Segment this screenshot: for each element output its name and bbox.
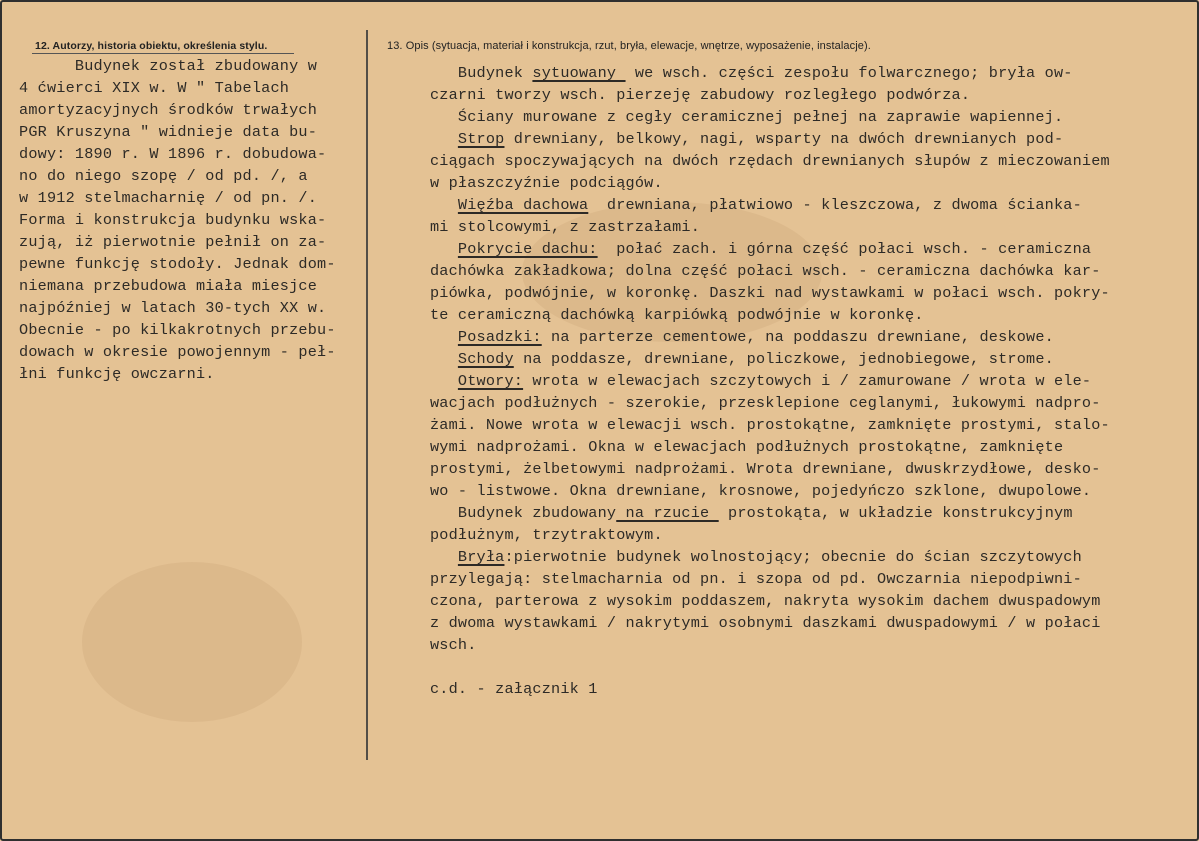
text-segment: czona, parterowa z wysokim poddaszem, nakryta wysokim dachem dwuspadowym [402, 592, 1101, 610]
text-segment: Budynek [457, 64, 533, 82]
text-segment [402, 350, 458, 368]
text-segment: :pierwotnie budynek wolnostojący; obecnie do ścian szczytowych [504, 548, 1082, 566]
underlined-term: Pokrycie dachu: [457, 240, 598, 258]
underlined-term: Więźba dachowa [457, 196, 589, 214]
heading-underline [32, 53, 294, 54]
description-line [402, 128, 1110, 150]
column-divider [366, 30, 368, 760]
text-segment: wymi nadprożami. Okna w elewacjach podłużnych prostokątne, zamknięte [402, 438, 1064, 456]
text-segment [402, 130, 458, 148]
text-segment: żami. Nowe wrota w elewacji wsch. prostokątne, zamknięte prostymi, stalo- [402, 416, 1110, 434]
description-line [402, 392, 1110, 414]
text-segment [402, 64, 458, 82]
text-segment [402, 328, 458, 346]
text-segment [402, 196, 458, 214]
description-line [402, 678, 1110, 700]
text-segment: Budynek zbudowany [402, 504, 617, 522]
history-line: zują, iż pierwotnie pełnił on za- [19, 233, 327, 251]
text-segment: prostymi, żelbetowymi nadprożami. Wrota drewniane, dwuskrzydłowe, desko- [402, 460, 1101, 478]
history-line: 4 ćwierci XIX w. W " Tabelach [19, 79, 290, 97]
text-segment: podłużnym, trzytraktowym. [402, 526, 663, 544]
description-line [402, 304, 1110, 326]
text-segment: czarni tworzy wsch. pierzeję zabudowy rozległego podwórza. [402, 86, 971, 104]
description-line [402, 590, 1110, 612]
text-segment: prostokąta, w układzie konstrukcyjnym [718, 504, 1073, 522]
text-segment: w płaszczyźnie podciągów. [402, 174, 663, 192]
description-line [402, 436, 1110, 458]
history-line: no do niego szopę / od pd. /, a [19, 167, 308, 185]
history-line: Budynek został zbudowany w [19, 57, 318, 75]
description-line [402, 172, 1110, 194]
underlined-term: Posadzki: [457, 328, 542, 346]
text-segment: dachówka zakładkowa; dolna część połaci wsch. - ceramiczna dachówka kar- [402, 262, 1101, 280]
description-text-column [402, 62, 1110, 700]
description-line [402, 348, 1110, 370]
section-12-heading: 12. Autorzy, historia obiektu, określenia stylu. [35, 40, 268, 52]
description-line [402, 216, 1110, 238]
history-line: pewne funkcję stodoły. Jednak dom- [19, 255, 336, 273]
text-segment [402, 548, 458, 566]
text-segment: piówka, podwójnie, w koronkę. Daszki nad wystawkami w połaci wsch. pokry- [402, 284, 1110, 302]
history-line: dowach w okresie powojennym - peł- [19, 343, 336, 361]
history-line: amortyzacyjnych środków trwałych [19, 101, 318, 119]
description-line [402, 524, 1110, 546]
history-line: dowy: 1890 r. W 1896 r. dobudowa- [19, 145, 327, 163]
description-line [402, 612, 1110, 634]
description-line [402, 502, 1110, 524]
text-segment: wsch. [402, 636, 477, 654]
text-segment: przylegają: stelmacharnia od pn. i szopa od pd. Owczarnia niepodpiwni- [402, 570, 1082, 588]
text-segment: na poddasze, drewniane, policzkowe, jednobiegowe, strome. [513, 350, 1054, 368]
description-line [402, 62, 1110, 84]
description-line [402, 634, 1110, 656]
text-segment: połać zach. i górna część połaci wsch. - ceramiczna [597, 240, 1092, 258]
description-line [402, 370, 1110, 392]
text-segment: Ściany murowane z cegły ceramicznej pełnej na zaprawie wapiennej. [402, 108, 1064, 126]
text-segment: wo - listwowe. Okna drewniane, krosnowe, pojedyńczo szklone, dwupolowe. [402, 482, 1092, 500]
text-segment: na parterze cementowe, na poddaszu drewniane, deskowe. [541, 328, 1054, 346]
text-segment: z dwoma wystawkami / nakrytymi osobnymi daszkami dwuspadowymi / w połaci [402, 614, 1101, 632]
underlined-term: na rzucie [616, 504, 719, 522]
history-line: Forma i konstrukcja budynku wska- [19, 211, 327, 229]
history-line: niemana przebudowa miała miesjce [19, 277, 318, 295]
history-line: w 1912 stelmacharnię / od pn. /. [19, 189, 318, 207]
underlined-term: Bryła [457, 548, 505, 566]
underlined-term: Otwory: [457, 372, 524, 390]
text-segment: wrota w elewacjach szczytowych i / zamurowane / wrota w ele- [523, 372, 1092, 390]
text-segment: drewniany, belkowy, nagi, wsparty na dwóch drewnianych pod- [504, 130, 1064, 148]
text-segment: te ceramiczną dachówką karpiówką podwójnie w koronkę. [402, 306, 924, 324]
description-line [402, 282, 1110, 304]
history-line: Obecnie - po kilkakrotnych przebu- [19, 321, 336, 339]
description-line [402, 656, 1110, 678]
description-line [402, 568, 1110, 590]
text-segment [402, 372, 458, 390]
history-line: łni funkcję owczarni. [19, 365, 215, 383]
underlined-term: Schody [457, 350, 514, 368]
text-segment [402, 240, 458, 258]
text-segment: ciągach spoczywających na dwóch rzędach drewnianych słupów z mieczowaniem [402, 152, 1110, 170]
history-line: PGR Kruszyna " widnieje data bu- [19, 123, 318, 141]
description-line [402, 150, 1110, 172]
paper-stain [82, 562, 302, 722]
description-line [402, 414, 1110, 436]
history-line: najpóźniej w latach 30-tych XX w. [19, 299, 327, 317]
underlined-term: sytuowany [532, 64, 626, 82]
description-line [402, 260, 1110, 282]
description-line [402, 546, 1110, 568]
description-line [402, 106, 1110, 128]
description-line [402, 238, 1110, 260]
text-segment: wacjach podłużnych - szerokie, przesklepione ceglanymi, łukowymi nadpro- [402, 394, 1101, 412]
text-segment: c.d. - załącznik 1 [402, 680, 598, 698]
underlined-term: Strop [457, 130, 505, 148]
description-line [402, 458, 1110, 480]
history-text-column [19, 55, 336, 385]
description-line [402, 480, 1110, 502]
description-line [402, 84, 1110, 106]
text-segment: we wsch. części zespołu folwarcznego; bryła ow- [625, 64, 1073, 82]
text-segment: mi stolcowymi, z zastrzałami. [402, 218, 701, 236]
description-line [402, 326, 1110, 348]
text-segment: drewniana, płatwiowo - kleszczowa, z dwoma ściankа- [588, 196, 1082, 214]
section-13-heading: 13. Opis (sytuacja, materiał i konstrukcja, rzut, bryła, elewacje, wnętrze, wyposażenie, instalacje). [387, 40, 871, 52]
description-line [402, 194, 1110, 216]
